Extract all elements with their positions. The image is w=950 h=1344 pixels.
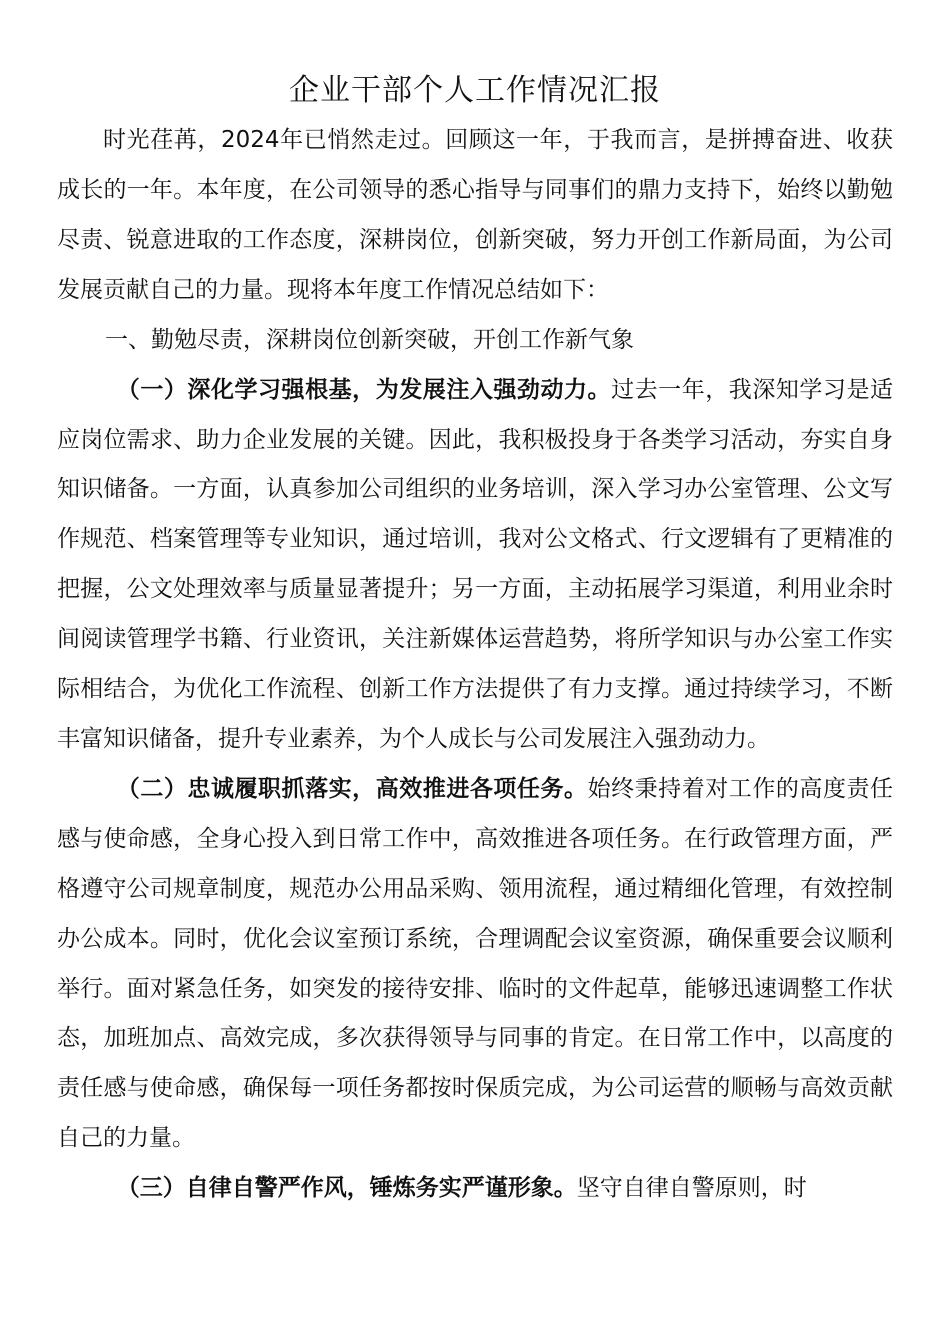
subsection-paragraph-2 [57, 765, 893, 1164]
intro-paragraph: 时光荏苒，2024年已悄然走过。回顾这一年，于我而言，是拼搏奋进、收获成长的一年。本年度，在公司领导的悉心指导与同事们的鼎力支持下，始终以勤勉尽责、锐意进取的工作态度，深耕岗位，创新突破，努力开创工作新局面，为公司发展贡献自己的力量。现将本年度工作情况总结如下： [57, 127, 893, 303]
subsection-paragraph-3 [57, 1164, 893, 1214]
document-title: 企业干部个人工作情况汇报 [289, 73, 661, 108]
subsection-heading-3: （三）自律自警严作风，锤炼务实严谨形象。 [116, 1175, 577, 1202]
subsection-body-1: 过去一年，我深知学习是适应岗位需求、助力企业发展的关键。因此，我积极投身于各类学习活动，夯实自身知识储备。一方面，认真参加公司组织的业务培训，深入学习办公室管理、公文写作规范、档案管理等专业知识，通过培训，我对公文格式、行文逻辑有了更精准的把握，公文处理效率与质量显著提升；另一方面，主动拓展学习渠道，利用业余时间阅读管理学书籍、行业资讯，关注新媒体运营趋势，将所学知识与办公室工作实际相结合，为优化工作流程、创新工作方法提供了有力支撑。通过持续学习，不断丰富知识储备，提升专业素养，为个人成长与公司发展注入强劲动力。 [57, 376, 894, 752]
document-page [57, 66, 893, 1214]
subsection-heading-2: （二）忠诚履职抓落实，高效推进各项任务。 [116, 775, 588, 802]
section-heading-1: 一、勤勉尽责，深耕岗位创新突破，开创工作新气象 [105, 326, 634, 353]
subsection-body-2: 始终秉持着对工作的高度责任感与使命感，全身心投入到日常工作中，高效推进各项任务。在行政管理方面，严格遵守公司规章制度，规范办公用品采购、领用流程，通过精细化管理，有效控制办公成本。同时，优化会议室预订系统，合理调配会议室资源，确保重要会议顺利举行。面对紧急任务，如突发的接待安排、临时的文件起草，能够迅速调整工作状态，加班加点、高效完成，多次获得领导与同事的肯定。在日常工作中，以高度的责任感与使命感，确保每一项任务都按时保质完成，为公司运营的顺畅与高效贡献自己的力量。 [57, 775, 894, 1152]
subsection-paragraph-1 [57, 366, 893, 765]
subsection-body-3: 坚守自律自警原则，时 [576, 1175, 807, 1202]
subsection-heading-1: （一）深化学习强根基，为发展注入强劲动力。 [116, 376, 612, 403]
